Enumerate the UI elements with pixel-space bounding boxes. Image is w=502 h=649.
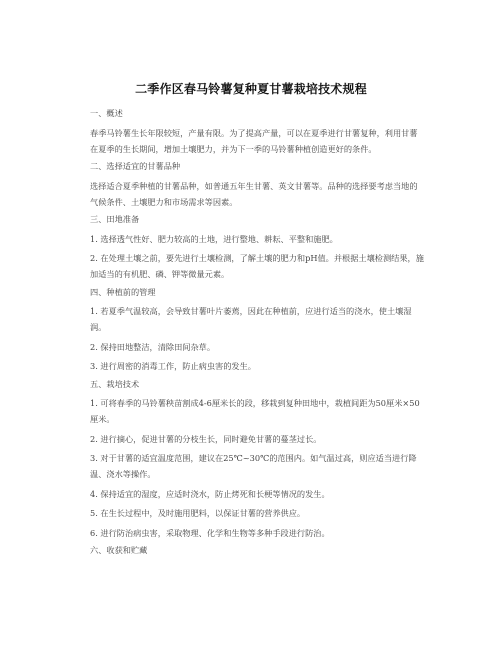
paragraph: 1. 若夏季气温较高，会导致甘薯叶片萎蔫，因此在种植前，应进行适当的浇水，使土壤湿润。	[90, 306, 412, 333]
paragraph: 2. 保持田地整洁，清除田间杂草。	[90, 341, 216, 352]
document-title: 二季作区春马铃薯复种夏甘薯栽培技术规程	[135, 82, 367, 96]
paragraph: 2. 在处理土壤之前，要先进行土壤检测，了解土壤的肥力和pH值。并根据土壤检测结果，施加适当的有机肥、磷、钾等微量元素。	[90, 253, 424, 280]
section-heading: 六、收获和贮藏	[90, 545, 148, 556]
paragraph: 3. 进行周密的消毒工作，防止病虫害的发生。	[90, 361, 256, 372]
document-body	[90, 107, 425, 562]
paragraph: 1. 可将春季的马铃薯秧苗割成4-6厘米长的段，移栽到复种田地中，栽植间距为50厘米×50厘米。	[90, 398, 420, 425]
section-heading: 四、种植前的管理	[90, 286, 156, 297]
section-heading: 一、概述	[90, 108, 123, 118]
paragraph: 5. 在生长过程中，及时施用肥料，以保证甘薯的营养供应。	[90, 508, 306, 519]
paragraph: 6. 进行防治病虫害，采取物理、化学和生物等多种手段进行防治。	[90, 527, 330, 538]
paragraph: 选择适合夏季种植的甘薯品种，如普通五年生甘薯、英文甘薯等。品种的选择要考虑当地的气候条件、土壤肥力和市场需求等因素。	[90, 180, 418, 207]
section-heading: 三、田地准备	[90, 214, 140, 225]
paragraph: 春季马铃薯生长年限较短，产量有限。为了提高产量，可以在夏季进行甘薯复种，利用甘薯在夏季的生长期间，增加土壤肥力，并为下一季的马铃薯种植创造更好的条件。	[90, 127, 418, 154]
paragraph: 4. 保持适宜的湿度，应适时浇水，防止烤死和长梗等情况的发生。	[90, 488, 330, 499]
section-heading: 五、栽培技术	[90, 378, 140, 389]
paragraph: 1. 选择透气性好、肥力较高的土地，进行整地、耕耘、平整和施肥。	[90, 233, 338, 244]
section-heading: 二、选择适宜的甘薯品种	[90, 161, 181, 172]
paragraph: 3. 对于甘薯的适宜温度范围，建议在25℃~30℃的范围内。如气温过高，则应适当进行降温、浇水等操作。	[90, 453, 417, 480]
paragraph: 2. 进行摘心，促进甘薯的分枝生长，同时避免甘薯的蔓茎过长。	[90, 433, 322, 444]
